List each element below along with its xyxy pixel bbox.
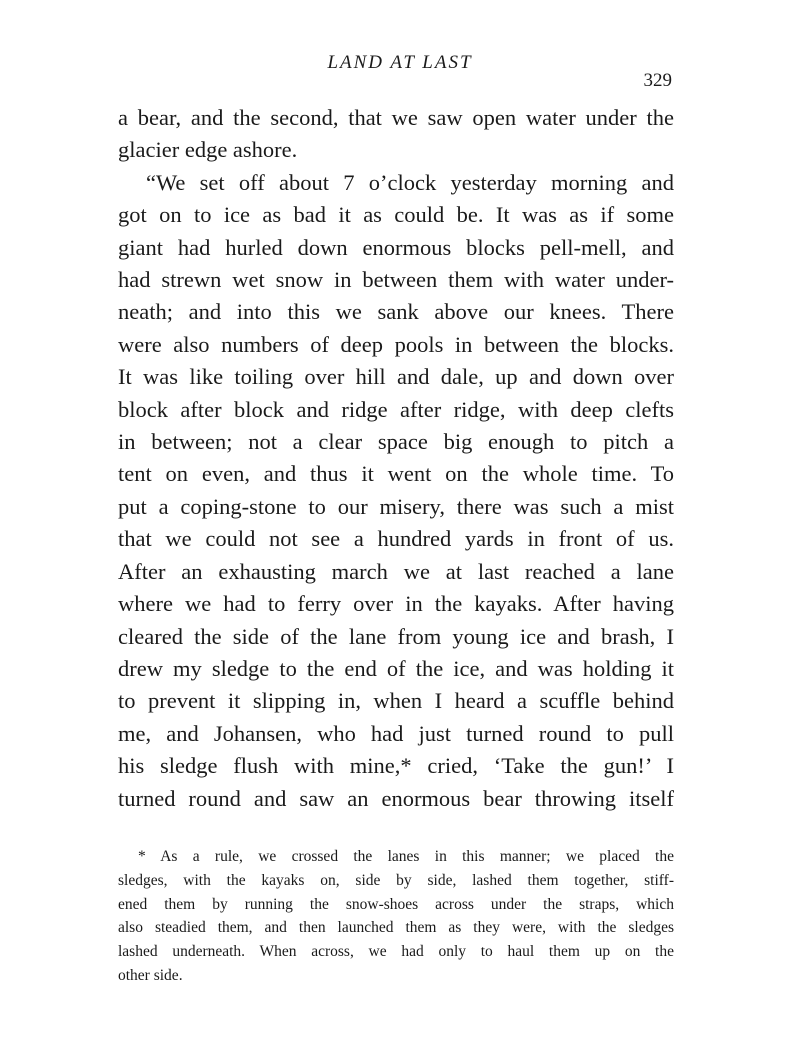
footnote-line: also steadied them, and then launched them as they were, with the sledges (118, 919, 674, 937)
text-line: giant had hurled down enormous blocks pell-mell, and (118, 234, 674, 260)
body-text (118, 102, 674, 815)
footnote-line: sledges, with the kayaks on, side by side, lashed them together, stiff- (118, 871, 674, 889)
text-line: had strewn wet snow in between them with water under- (118, 267, 674, 293)
text-line: a bear, and the second, that we saw open water under the (118, 105, 674, 130)
page-number: 329 (643, 70, 672, 91)
text-line: It was like toiling over hill and dale, up and down over (118, 364, 674, 390)
text-line: his sledge flush with mine,* cried, ‘Take the gun!’ I (118, 753, 674, 779)
text-line: After an exhausting march we at last reached a lane (118, 558, 674, 584)
running-head: LAND AT LAST (327, 52, 473, 73)
text-line: were also numbers of deep pools in between the blocks. (118, 331, 674, 357)
text-line: drew my sledge to the end of the ice, and was holding it (118, 655, 674, 681)
text-line: tent on even, and thus it went on the whole time. To (118, 461, 674, 487)
text-line: me, and Johansen, who had just turned round to pull (118, 720, 674, 746)
text-line: where we had to ferry over in the kayaks. After having (118, 591, 674, 617)
text-line: in between; not a clear space big enough to pitch a (118, 429, 674, 455)
text-line: “We set off about 7 o’clock yesterday morning and (146, 169, 674, 195)
text-line: to prevent it slipping in, when I heard a scuffle behind (118, 688, 674, 714)
text-line: got on to ice as bad it as could be. It was as if some (118, 202, 674, 228)
footnote-line: other side. (118, 966, 183, 984)
text-line: turned round and saw an enormous bear throwing itself (118, 785, 674, 811)
footnote (118, 845, 674, 988)
text-line: neath; and into this we sank above our knees. There (118, 299, 674, 325)
text-line: that we could not see a hundred yards in front of us. (118, 526, 674, 552)
text-line: cleared the side of the lane from young ice and brash, I (118, 623, 674, 649)
footnote-line: lashed underneath. When across, we had only to haul them up on the (118, 943, 674, 961)
text-line: glacier edge ashore. (118, 137, 298, 163)
text-line: put a coping-stone to our misery, there was such a mist (118, 493, 674, 519)
footnote-line: * As a rule, we crossed the lanes in this manner; we placed the (138, 848, 674, 865)
footnote-line: ened them by running the snow-shoes across under the straps, which (118, 895, 674, 913)
text-line: block after block and ridge after ridge, with deep clefts (118, 396, 674, 422)
